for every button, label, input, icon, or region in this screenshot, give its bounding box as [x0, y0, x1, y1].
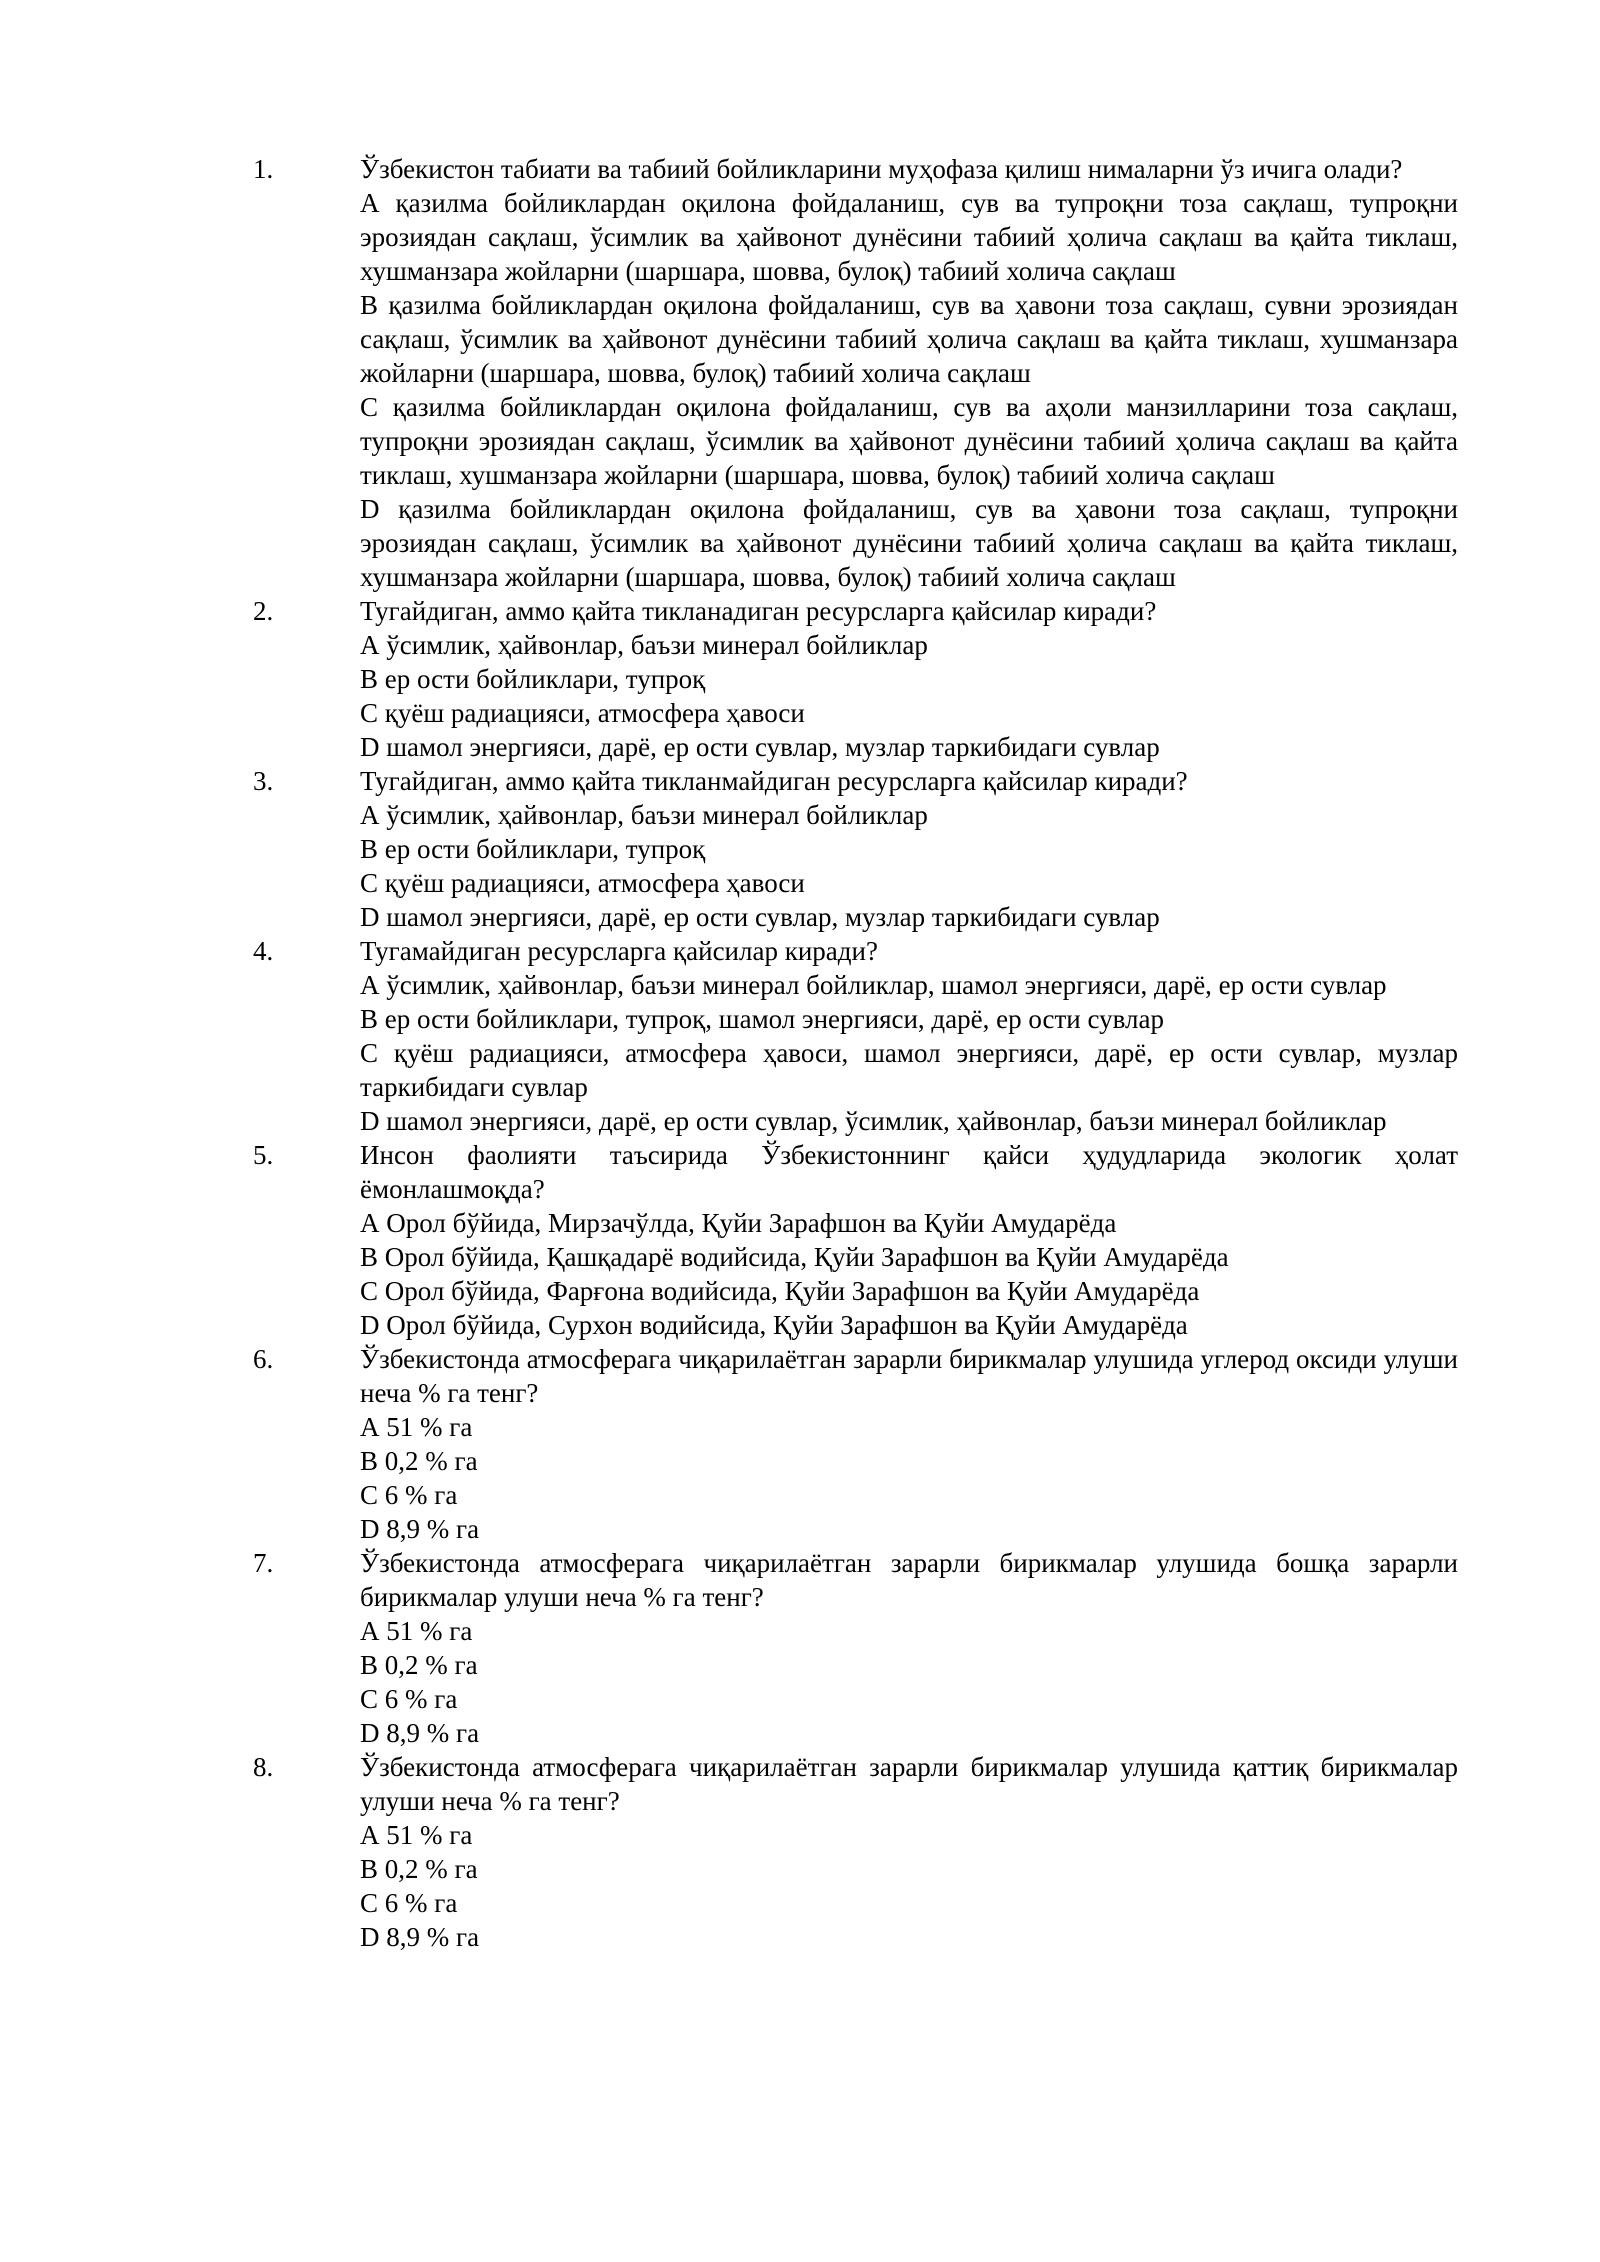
question-text: Тугамайдиган ресурсларга қайсилар киради? — [360, 936, 878, 966]
question-body — [360, 1546, 1458, 1750]
answer-option: D қазилма бойликлардан оқилона фойдаланиш, сув ва ҳавони тоза сақлаш, тупроқни эрозиядан сақлаш, ўсимлик ва ҳайвонот дунёсини табиий ҳолича сақлаш ва қайта тиклаш, хушманзара жойларни (шаршара, шовва, булоқ) табиий холича сақлаш — [360, 494, 1458, 592]
answer-option: А ўсимлик, ҳайвонлар, баъзи минерал бойликлар — [360, 800, 928, 830]
answer-option: А қазилма бойликлардан оқилона фойдаланиш, сув ва тупроқни тоза сақлаш, тупроқни эрозиядан сақлаш, ўсимлик ва ҳайвонот дунёсини табиий ҳолича сақлаш ва қайта тиклаш, хушманзара жойларни (шаршара, шовва, булоқ) табиий холича сақлаш — [360, 188, 1458, 286]
answer-option: А ўсимлик, ҳайвонлар, баъзи минерал бойликлар — [360, 630, 928, 660]
answer-option: С Орол бўйида, Фарғона водийсида, Қуйи Зарафшон ва Қуйи Амударёда — [360, 1276, 1200, 1306]
answer-option: В 0,2 % га — [360, 1446, 478, 1476]
question-text: Ўзбекистонда атмосферага чиқарилаётган зарарли бирикмалар улушида углерод оксиди улуши неча % га тенг? — [360, 1344, 1458, 1408]
question-number: 6. — [253, 1344, 274, 1374]
answer-option: С қуёш радиацияси, атмосфера ҳавоси — [360, 868, 805, 898]
question-number: 4. — [253, 936, 274, 966]
question-number: 8. — [253, 1752, 274, 1782]
question-item — [253, 1138, 1458, 1342]
answer-option: D шамол энергияси, дарё, ер ости сувлар, музлар таркибидаги сувлар — [360, 732, 1160, 762]
question-body — [360, 152, 1458, 594]
question-number: 7. — [253, 1548, 274, 1578]
question-text: Инсон фаолияти таъсирида Ўзбекистоннинг қайси ҳудудларида экологик ҳолат ёмонлашмоқда? — [360, 1140, 1458, 1204]
answer-option: С қуёш радиацияси, атмосфера ҳавоси, шамол энергияси, дарё, ер ости сувлар, музлар таркибидаги сувлар — [360, 1038, 1458, 1102]
answer-option: D Орол бўйида, Сурхон водийсида, Қуйи Зарафшон ва Қуйи Амударёда — [360, 1310, 1188, 1340]
question-body — [360, 1750, 1458, 1954]
question-number: 2. — [253, 596, 274, 626]
answer-option: С 6 % га — [360, 1888, 458, 1918]
question-item — [253, 152, 1458, 594]
question-number: 5. — [253, 1140, 274, 1170]
answer-option: С қуёш радиацияси, атмосфера ҳавоси — [360, 698, 805, 728]
question-text: Ўзбекистонда атмосферага чиқарилаётган зарарли бирикмалар улушида бошқа зарарли бирикмалар улуши неча % га тенг? — [360, 1548, 1458, 1612]
question-text: Тугайдиган, аммо қайта тикланадиган ресурсларга қайсилар киради? — [360, 596, 1157, 626]
answer-option: D 8,9 % га — [360, 1718, 480, 1748]
answer-option: А Орол бўйида, Мирзачўлда, Қуйи Зарафшон ва Қуйи Амударёда — [360, 1208, 1117, 1238]
question-body — [360, 1342, 1458, 1546]
question-text: Ўзбекистон табиати ва табиий бойликларини муҳофаза қилиш нималарни ўз ичига олади? — [360, 154, 1403, 184]
answer-option: А 51 % га — [360, 1820, 473, 1850]
question-item — [253, 764, 1458, 934]
question-text: Тугайдиган, аммо қайта тикланмайдиган ресурсларга қайсилар киради? — [360, 766, 1188, 796]
question-body — [360, 764, 1458, 934]
answer-option: В қазилма бойликлардан оқилона фойдаланиш, сув ва ҳавони тоза сақлаш, сувни эрозиядан сақлаш, ўсимлик ва ҳайвонот дунёсини табиий ҳолича сақлаш ва қайта тиклаш, хушманзара жойларни (шаршара, шовва, булоқ) табиий холича сақлаш — [360, 290, 1458, 388]
answer-option: А 51 % га — [360, 1412, 473, 1442]
question-body — [360, 934, 1458, 1138]
question-item — [253, 1750, 1458, 1954]
answer-option: D шамол энергияси, дарё, ер ости сувлар, музлар таркибидаги сувлар — [360, 902, 1160, 932]
answer-option: В ер ости бойликлари, тупроқ, шамол энергияси, дарё, ер ости сувлар — [360, 1004, 1164, 1034]
answer-option: С 6 % га — [360, 1480, 458, 1510]
question-body — [360, 594, 1458, 764]
question-item — [253, 1342, 1458, 1546]
question-number: 1. — [253, 154, 274, 184]
answer-option: С 6 % га — [360, 1684, 458, 1714]
answer-option: В 0,2 % га — [360, 1650, 478, 1680]
question-body — [360, 1138, 1458, 1342]
answer-option: D 8,9 % га — [360, 1922, 480, 1952]
answer-option: В ер ости бойликлари, тупроқ — [360, 834, 706, 864]
answer-option: D шамол энергияси, дарё, ер ости сувлар, ўсимлик, ҳайвонлар, баъзи минерал бойликлар — [360, 1106, 1387, 1136]
question-item — [253, 594, 1458, 764]
answer-option: В 0,2 % га — [360, 1854, 478, 1884]
answer-option: А 51 % га — [360, 1616, 473, 1646]
question-item — [253, 934, 1458, 1138]
answer-option: С қазилма бойликлардан оқилона фойдаланиш, сув ва аҳоли манзилларини тоза сақлаш, тупроқни эрозиядан сақлаш, ўсимлик ва ҳайвонот дунёсини табиий ҳолича сақлаш ва қайта тиклаш, хушманзара жойларни (шаршара, шовва, булоқ) табиий холича сақлаш — [360, 392, 1458, 490]
answer-option: В ер ости бойликлари, тупроқ — [360, 664, 706, 694]
answer-option: D 8,9 % га — [360, 1514, 480, 1544]
question-item — [253, 1546, 1458, 1750]
answer-option: В Орол бўйида, Қашқадарё водийсида, Қуйи Зарафшон ва Қуйи Амударёда — [360, 1242, 1229, 1272]
question-text: Ўзбекистонда атмосферага чиқарилаётган зарарли бирикмалар улушида қаттиқ бирикмалар улуши неча % га тенг? — [360, 1752, 1458, 1816]
question-number: 3. — [253, 766, 274, 796]
question-list — [0, 152, 1600, 1954]
answer-option: А ўсимлик, ҳайвонлар, баъзи минерал бойликлар, шамол энергияси, дарё, ер ости сувлар — [360, 970, 1387, 1000]
